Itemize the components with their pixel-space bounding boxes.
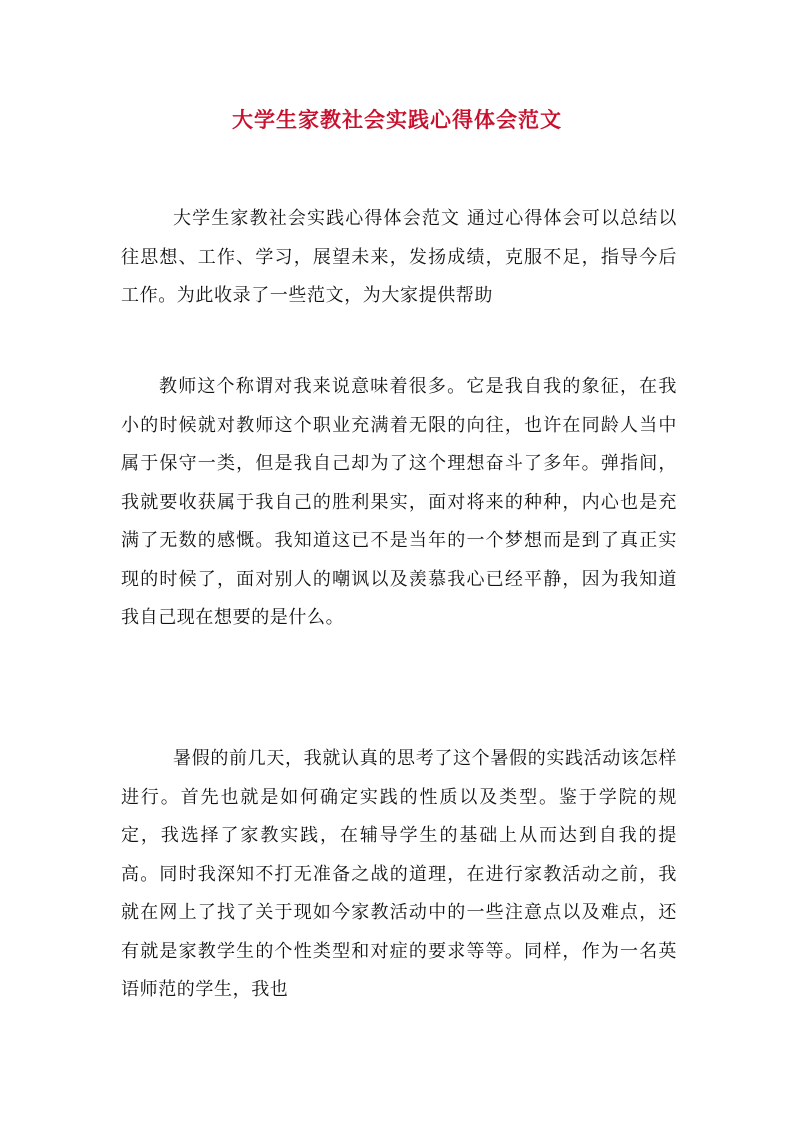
paragraph-intro: 大学生家教社会实践心得体会范文 通过心得体会可以总结以往思想、工作、学习，展望未来，发扬成绩，克服不足，指导今后工作。为此收录了一些范文，为大家提供帮助 xyxy=(121,208,677,306)
paragraph-teacher: 教师这个称谓对我来说意味着很多。它是我自我的象征，在我小的时候就对教师这个职业充满着无限的向往，也许在同龄人当中属于保守一类，但是我自己却为了这个理想奋斗了多年。弹指间，我就要收获属于我自己的胜利果实，面对将来的种种，内心也是充满了无数的感慨。我知道这已不是当年的一个梦想而是到了真正实现的时候了，面对别人的嘲讽以及羡慕我心已经平静，因为我知道我自己现在想要的是什么。 xyxy=(121,376,677,628)
paragraph-summer: 暑假的前几天，我就认真的思考了这个暑假的实践活动该怎样进行。首先也就是如何确定实践的性质以及类型。鉴于学院的规定，我选择了家教实践，在辅导学生的基础上从而达到自我的提高。同时我深知不打无准备之战的道理，在进行家教活动之前，我就在网上了找了关于现如今家教活动中的一些注意点以及难点，还有就是家教学生的个性类型和对症的要求等等。同样，作为一名英语师范的学生，我也 xyxy=(121,748,677,1000)
document-title: 大学生家教社会实践心得体会范文 xyxy=(232,107,562,132)
